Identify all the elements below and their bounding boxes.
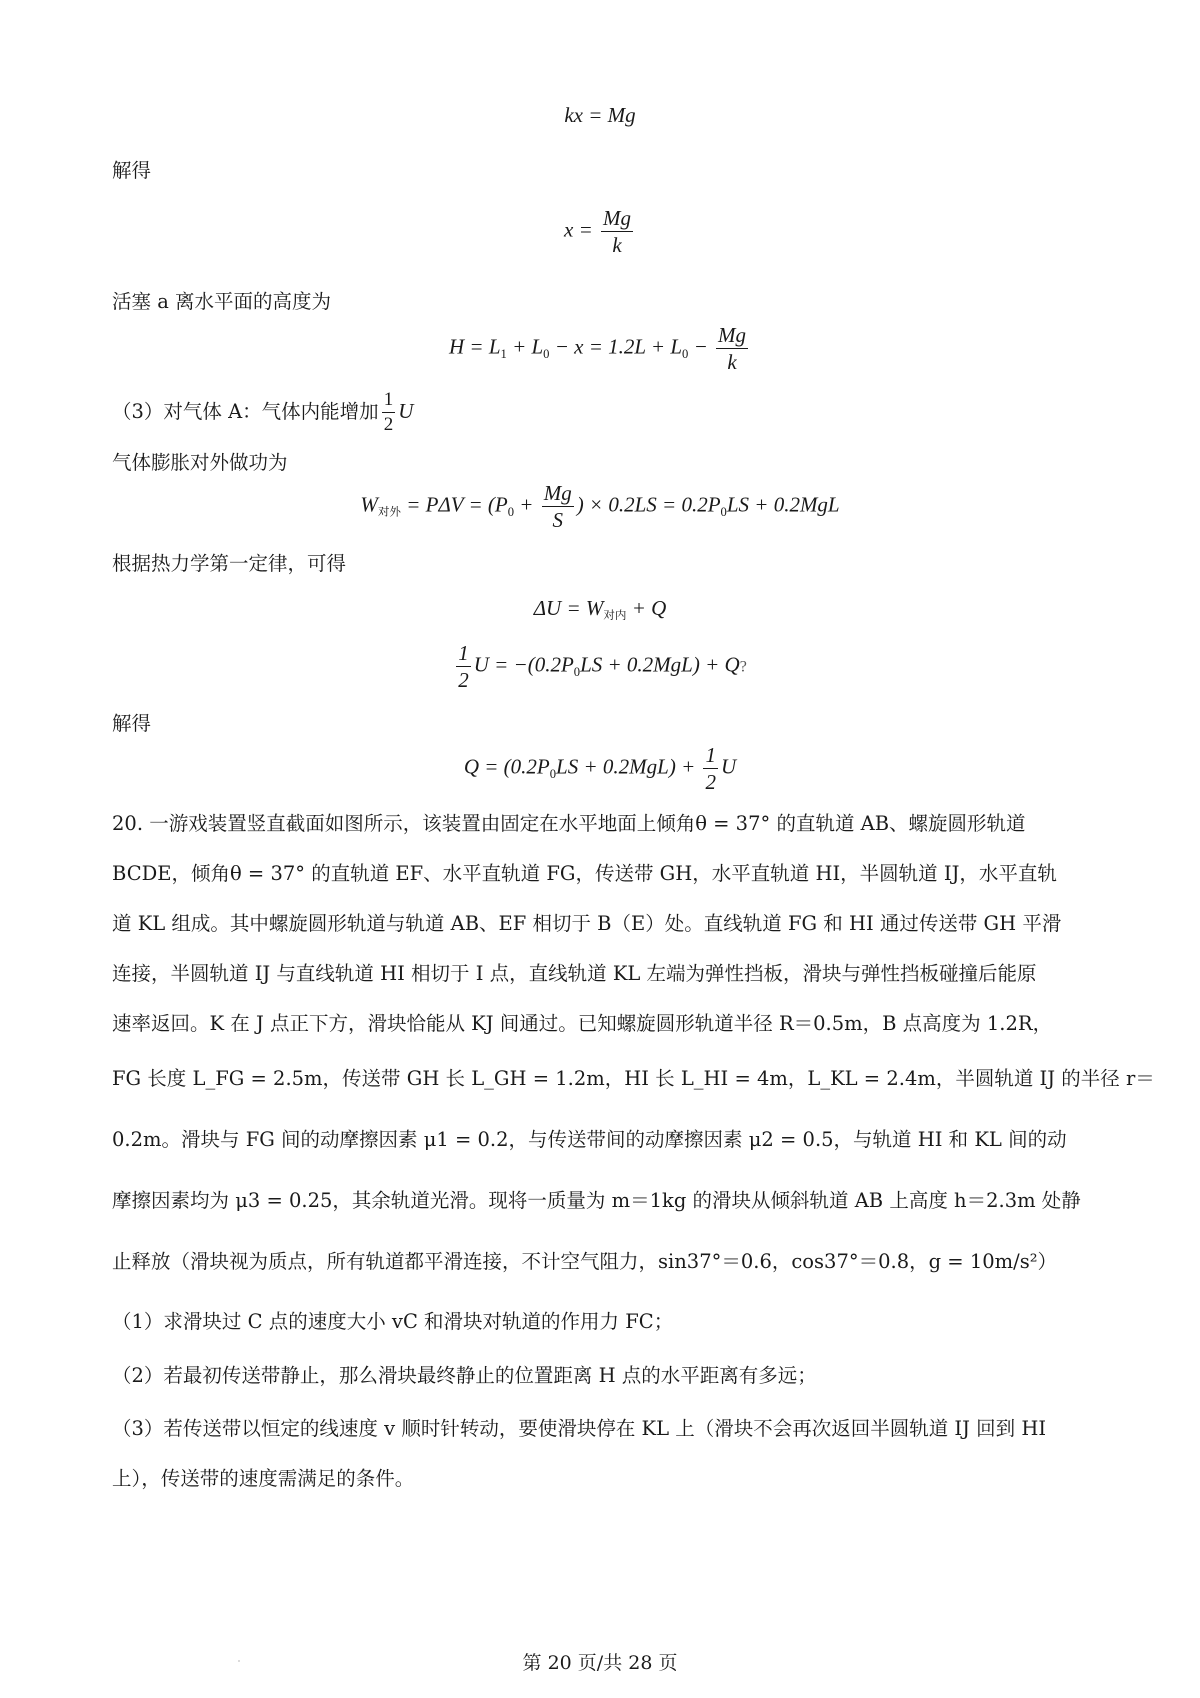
problem-20-line-5: 速率返回。K 在 J 点正下方，滑块恰能从 KJ 间通过。已知螺旋圆形轨道半径 R＝0.5m，B 点高度为 1.2R， bbox=[112, 1012, 1053, 1035]
equation-part: LS + 0.2MgL) + Q bbox=[580, 652, 740, 677]
question-2: （2）若最初传送带静止，那么滑块最终静止的位置距离 H 点的水平距离有多远； bbox=[112, 1364, 817, 1387]
subscript: 0 bbox=[549, 766, 557, 781]
problem-20-line-4: 连接，半圆轨道 IJ 与直线轨道 HI 相切于 I 点，直线轨道 KL 左端为弹性挡板，滑块与弹性挡板碰撞后能原 bbox=[112, 962, 1037, 985]
problem-20-line-9: 止释放（滑块视为质点，所有轨道都平滑连接，不计空气阻力，sin37°＝0.6，cos37°＝0.8，g = 10m/s²） bbox=[112, 1250, 1058, 1273]
subscript: 1 bbox=[500, 346, 507, 361]
subscript: 对外 bbox=[377, 506, 401, 519]
text-part3 bbox=[112, 388, 1102, 437]
subscript: 0 bbox=[573, 664, 581, 679]
text-pengzhang: 气体膨胀对外做功为 bbox=[112, 451, 288, 474]
equation-x bbox=[0, 205, 1200, 259]
equation-part: LS + 0.2MgL bbox=[726, 492, 840, 517]
fraction-numerator: 1 bbox=[382, 388, 396, 413]
text-genju: 根据热力学第一定律，可得 bbox=[112, 552, 347, 575]
fraction bbox=[601, 205, 633, 259]
equation-part: ΔU = W bbox=[533, 596, 604, 620]
symbol-u: U bbox=[398, 398, 414, 423]
subscript: 0 bbox=[507, 504, 515, 519]
equation-work bbox=[0, 480, 1200, 534]
subscript: 0 bbox=[720, 504, 727, 519]
fraction bbox=[382, 388, 396, 437]
subscript: 对内 bbox=[603, 610, 627, 623]
equation-part: + L bbox=[512, 334, 544, 359]
equation-part: ) × 0.2LS = 0.2P bbox=[576, 492, 721, 517]
equation-part: W bbox=[360, 492, 378, 517]
fraction-numerator: Mg bbox=[542, 480, 574, 507]
problem-20-line-7: 0.2m。滑块与 FG 间的动摩擦因素 μ1 = 0.2，与传送带间的动摩擦因素 μ2 = 0.5，与轨道 HI 和 KL 间的动 bbox=[112, 1128, 1067, 1151]
fraction-numerator: Mg bbox=[716, 322, 748, 349]
equation-lhs: x = bbox=[564, 217, 593, 242]
equation-first-law bbox=[0, 596, 1200, 623]
equation-part: − x = 1.2L + L bbox=[554, 334, 683, 359]
problem-20-line-1: 20. 一游戏装置竖直截面如图所示，该装置由固定在水平地面上倾角θ = 37° 的直轨道 AB、螺旋圆形轨道 bbox=[112, 812, 1026, 835]
equation-part: U bbox=[720, 754, 737, 779]
fraction-numerator: 1 bbox=[456, 640, 471, 667]
fraction-numerator: Mg bbox=[601, 205, 633, 232]
text-jiede-2: 解得 bbox=[112, 712, 152, 735]
problem-20-line-3: 道 KL 组成。其中螺旋圆形轨道与轨道 AB、EF 相切于 B（E）处。直线轨道 FG 和 HI 通过传送带 GH 平滑 bbox=[112, 912, 1062, 935]
question-3-line-1: （3）若传送带以恒定的线速度 v 顺时针转动，要使滑块停在 KL 上（滑块不会再次返回半圆轨道 IJ 回到 HI bbox=[112, 1417, 1047, 1440]
fraction-denominator: k bbox=[612, 233, 622, 258]
equation-heat bbox=[0, 742, 1200, 796]
problem-20-line-6: FG 长度 L_FG = 2.5m，传送带 GH 长 L_GH = 1.2m，HI 长 L_HI = 4m，L_KL = 2.4m，半圆轨道 IJ 的半径 r＝ bbox=[112, 1067, 1155, 1090]
fraction bbox=[542, 480, 574, 534]
subscript: 0 bbox=[543, 346, 550, 361]
equation-energy bbox=[0, 640, 1200, 694]
text-huosai: 活塞 a 离水平面的高度为 bbox=[112, 290, 332, 313]
fraction-denominator: S bbox=[552, 508, 563, 533]
problem-20-line-2: BCDE，倾角θ = 37° 的直轨道 EF、水平直轨道 FG，传送带 GH，水平直轨道 HI，半圆轨道 IJ，水平直轨 bbox=[112, 862, 1057, 885]
equation-spring-balance bbox=[0, 103, 1200, 128]
equation-part: + Q bbox=[631, 596, 667, 620]
fraction-denominator: k bbox=[727, 350, 737, 375]
equation-part: Q = (0.2P bbox=[463, 754, 550, 779]
question-3-line-2: 上），传送带的速度需满足的条件。 bbox=[112, 1467, 415, 1490]
fraction bbox=[456, 640, 471, 694]
problem-20-line-8: 摩擦因素均为 μ3 = 0.25，其余轨道光滑。现将一质量为 m＝1kg 的滑块从倾斜轨道 AB 上高度 h＝2.3m 处静 bbox=[112, 1189, 1081, 1212]
equation-part: LS + 0.2MgL) + bbox=[556, 754, 696, 779]
fraction-denominator: 2 bbox=[458, 668, 469, 693]
fraction bbox=[703, 742, 718, 796]
fraction-denominator: 2 bbox=[383, 413, 394, 435]
equation-part: + bbox=[519, 492, 534, 517]
question-1: （1）求滑块过 C 点的速度大小 vC 和滑块对轨道的作用力 FC； bbox=[112, 1310, 674, 1333]
equation-part: U = −(0.2P bbox=[473, 652, 574, 677]
equation-part: H = L bbox=[449, 334, 501, 359]
equation-part: − bbox=[693, 334, 708, 359]
fraction-numerator: 1 bbox=[703, 742, 718, 769]
part3-label: （3）对气体 A：气体内能增加 bbox=[112, 399, 379, 423]
fraction-denominator: 2 bbox=[705, 770, 716, 795]
page-footer: 第 20 页/共 28 页 bbox=[522, 1652, 678, 1674]
subscript: 0 bbox=[682, 346, 689, 361]
stray-mark: ? bbox=[739, 658, 747, 676]
equation-height bbox=[0, 322, 1200, 376]
text-jiede-1: 解得 bbox=[112, 159, 152, 182]
equation-part: = PΔV = (P bbox=[406, 492, 508, 517]
equation-text: kx = Mg bbox=[564, 103, 636, 127]
fraction bbox=[716, 322, 748, 376]
